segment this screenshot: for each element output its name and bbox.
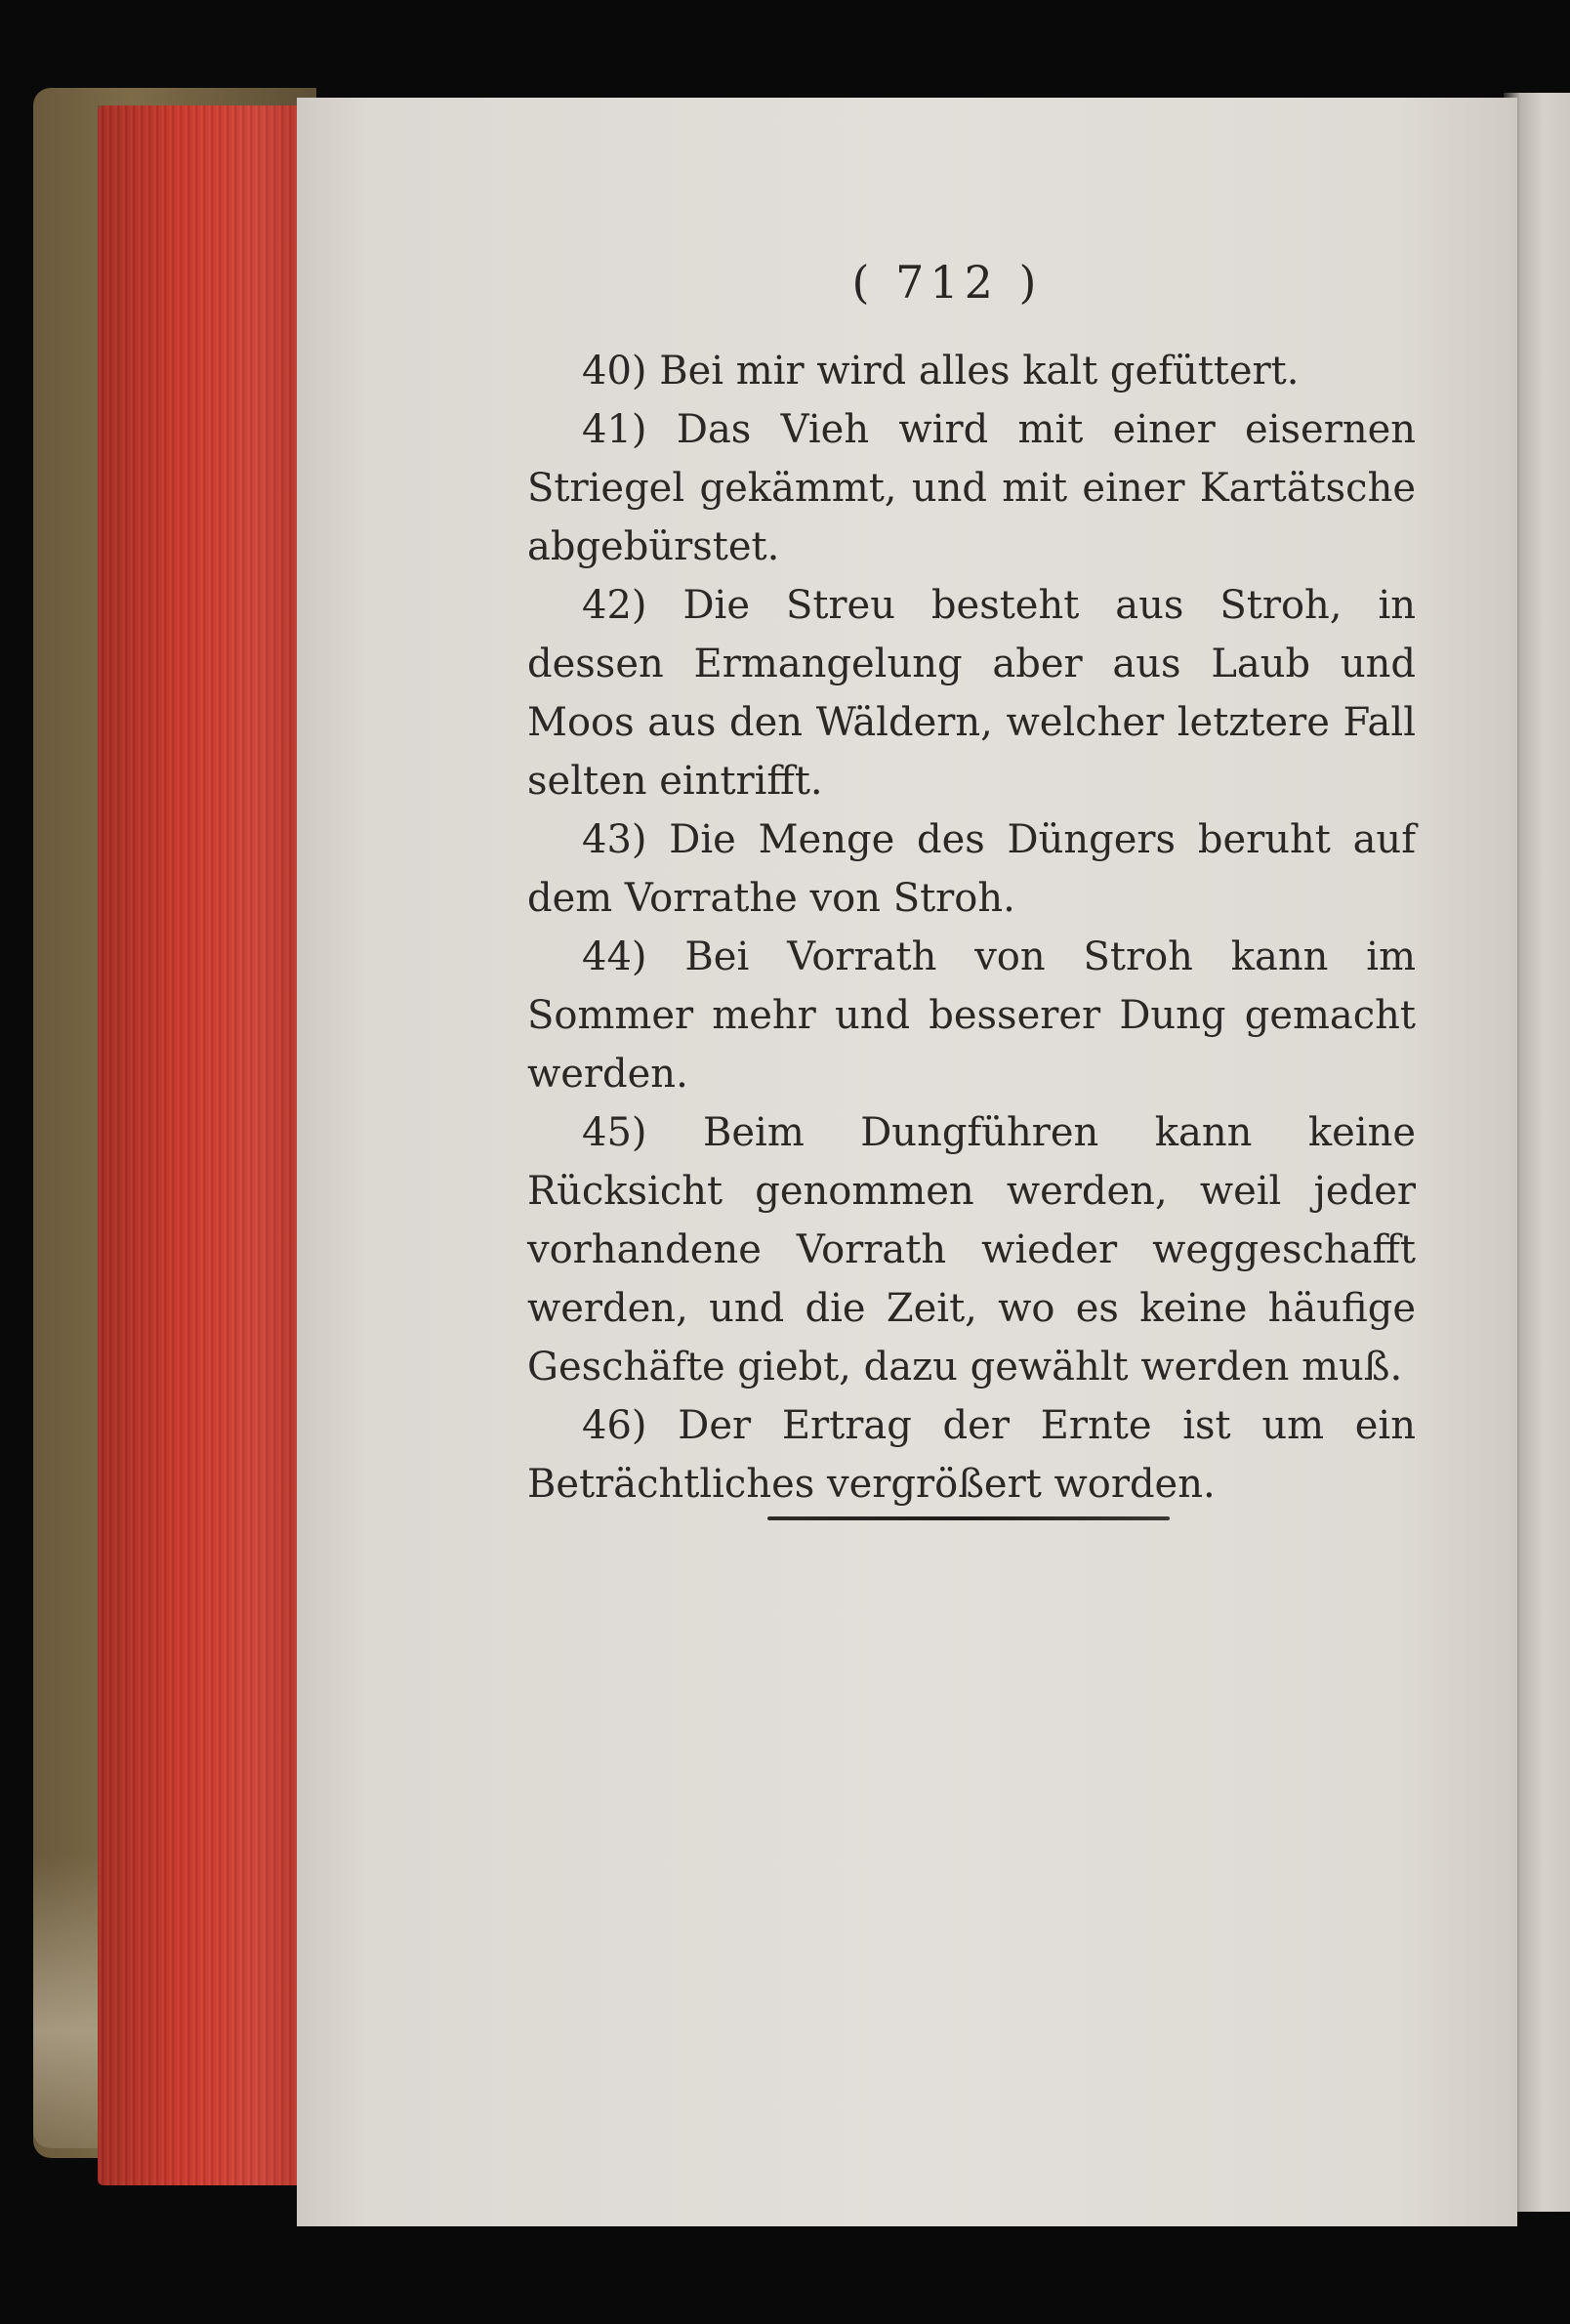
paragraph-number: 44) (582, 934, 647, 979)
closing-rule (767, 1516, 1170, 1520)
paragraph-43 (527, 810, 1416, 928)
paragraph-42 (527, 576, 1416, 810)
page-text (527, 342, 1416, 1514)
page-number-header: ( 712 ) (851, 256, 1043, 309)
paragraph-text: Die Menge des Düngers beruht auf dem Vorrathe von Stroh. (527, 817, 1417, 921)
paragraph-40 (527, 342, 1416, 400)
paragraph-text: Das Vieh wird mit einer eisernen Striegel gekämmt, und mit einer Kartätsche abgebürstet. (527, 407, 1417, 569)
paragraph-number: 41) (582, 407, 647, 452)
paragraph-number: 45) (582, 1110, 647, 1155)
paragraph-text: Der Ertrag der Ernte ist um ein Beträchtliches vergrößert worden. (527, 1403, 1416, 1507)
paragraph-46 (527, 1396, 1416, 1514)
paragraph-text: Bei mir wird alles kalt gefüttert. (659, 349, 1300, 394)
paragraph-41 (527, 400, 1416, 576)
paragraph-number: 43) (582, 817, 647, 862)
paragraph-number: 46) (582, 1403, 647, 1448)
paragraph-text: Beim Dungführen kann keine Rücksicht genommen werden, weil jeder vorhandene Vorrath wieder weggeschafft werden, und die Zeit, wo es keine häufige Geschäfte giebt, dazu gewählt werden muß. (527, 1110, 1416, 1390)
paragraph-number: 40) (582, 349, 647, 394)
paragraph-45 (527, 1103, 1416, 1396)
paragraph-number: 42) (582, 583, 647, 628)
page-edge-shading (98, 105, 312, 2185)
paragraph-text: Bei Vorrath von Stroh kann im Sommer mehr und besserer Dung gemacht werden. (527, 934, 1417, 1097)
paragraph-44 (527, 928, 1416, 1103)
paragraph-text: Die Streu besteht aus Stroh, in dessen Ermangelung aber aus Laub und Moos aus den Wäldern, welcher letztere Fall selten eintrifft. (527, 583, 1417, 804)
